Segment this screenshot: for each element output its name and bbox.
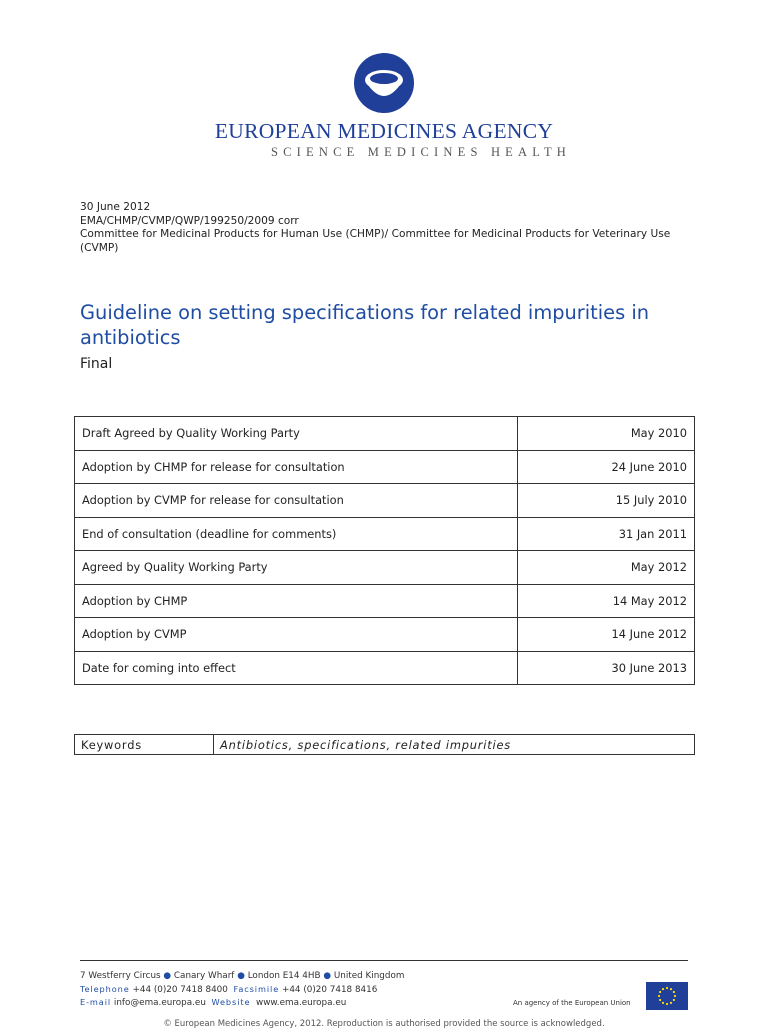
footer-web-line <box>80 996 404 1010</box>
milestone-date: May 2010 <box>518 417 695 451</box>
copyright-notice: © European Medicines Agency, 2012. Reproduction is authorised provided the source is acknowledged. <box>163 1019 605 1029</box>
table-row <box>75 517 695 551</box>
telephone-number: +44 (0)20 7418 8400 <box>132 984 228 995</box>
table-row <box>75 584 695 618</box>
milestone-date: 30 June 2013 <box>518 651 695 685</box>
committees: Committee for Medicinal Products for Human Use (CHMP)/ Committee for Medicinal Products for Veterinary Use (CVMP) <box>80 228 671 254</box>
milestone-label: End of consultation (deadline for comments) <box>75 517 518 551</box>
table-row <box>75 417 695 451</box>
agency-tagline: SCIENCE MEDICINES HEALTH <box>270 145 572 159</box>
address-line: United Kingdom <box>333 971 405 981</box>
bullet-icon: ● <box>237 971 245 981</box>
agency-name: EUROPEAN MEDICINES AGENCY <box>214 119 554 143</box>
milestone-label: Adoption by CHMP <box>75 584 518 618</box>
fax-number: +44 (0)20 7418 8416 <box>281 984 378 995</box>
milestone-label: Draft Agreed by Quality Working Party <box>75 417 518 451</box>
milestone-date: 14 June 2012 <box>518 618 695 652</box>
milestone-date: May 2012 <box>518 551 695 585</box>
table-row <box>75 618 695 652</box>
footer-divider <box>80 960 688 961</box>
document-date: 30 June 2012 <box>80 201 151 213</box>
table-row <box>75 450 695 484</box>
website-link[interactable]: www.ema.europa.eu <box>256 998 347 1008</box>
milestone-label: Adoption by CHMP for release for consultation <box>75 450 518 484</box>
table-row <box>75 651 695 685</box>
telephone-label: Telephone <box>80 983 130 994</box>
document-meta <box>80 201 680 255</box>
keywords-label: Keywords <box>75 735 214 755</box>
table-row <box>75 551 695 585</box>
milestone-date: 24 June 2010 <box>518 450 695 484</box>
milestone-label: Date for coming into effect <box>75 651 518 685</box>
footer-phone-line <box>80 983 404 997</box>
eu-agency-tagline: An agency of the European Union <box>513 999 631 1007</box>
milestone-date: 31 Jan 2011 <box>518 517 695 551</box>
milestone-date: 14 May 2012 <box>518 584 695 618</box>
email-link[interactable]: info@ema.europa.eu <box>113 998 206 1008</box>
table-row <box>75 484 695 518</box>
table-row <box>75 735 695 755</box>
document-reference: EMA/CHMP/CVMP/QWP/199250/2009 corr <box>80 214 299 227</box>
address-line: Canary Wharf <box>173 971 235 981</box>
milestone-label: Adoption by CVMP <box>75 618 518 652</box>
milestones-table <box>74 416 695 685</box>
agency-header <box>0 52 768 160</box>
milestone-label: Adoption by CVMP for release for consultation <box>75 484 518 518</box>
bullet-icon: ● <box>323 971 332 981</box>
document-title: Guideline on setting specifications for related impurities in antibiotics <box>80 301 650 349</box>
footer-address <box>80 970 404 983</box>
keywords-value: Antibiotics, specifications, related impurities <box>214 735 695 755</box>
keywords-table <box>74 734 695 755</box>
email-label: E-mail <box>80 997 112 1007</box>
footer-contact <box>80 970 404 1010</box>
milestone-label: Agreed by Quality Working Party <box>75 551 518 585</box>
document-status: Final <box>80 356 113 372</box>
bullet-icon: ● <box>163 971 172 981</box>
address-line: 7 Westferry Circus <box>80 971 161 981</box>
eu-flag-icon <box>646 982 688 1010</box>
address-line: London E14 4HB <box>247 971 321 981</box>
fax-label: Facsimile <box>233 983 280 994</box>
milestone-date: 15 July 2010 <box>518 484 695 518</box>
website-label: Website <box>211 997 251 1007</box>
ema-logo-icon <box>353 52 415 114</box>
